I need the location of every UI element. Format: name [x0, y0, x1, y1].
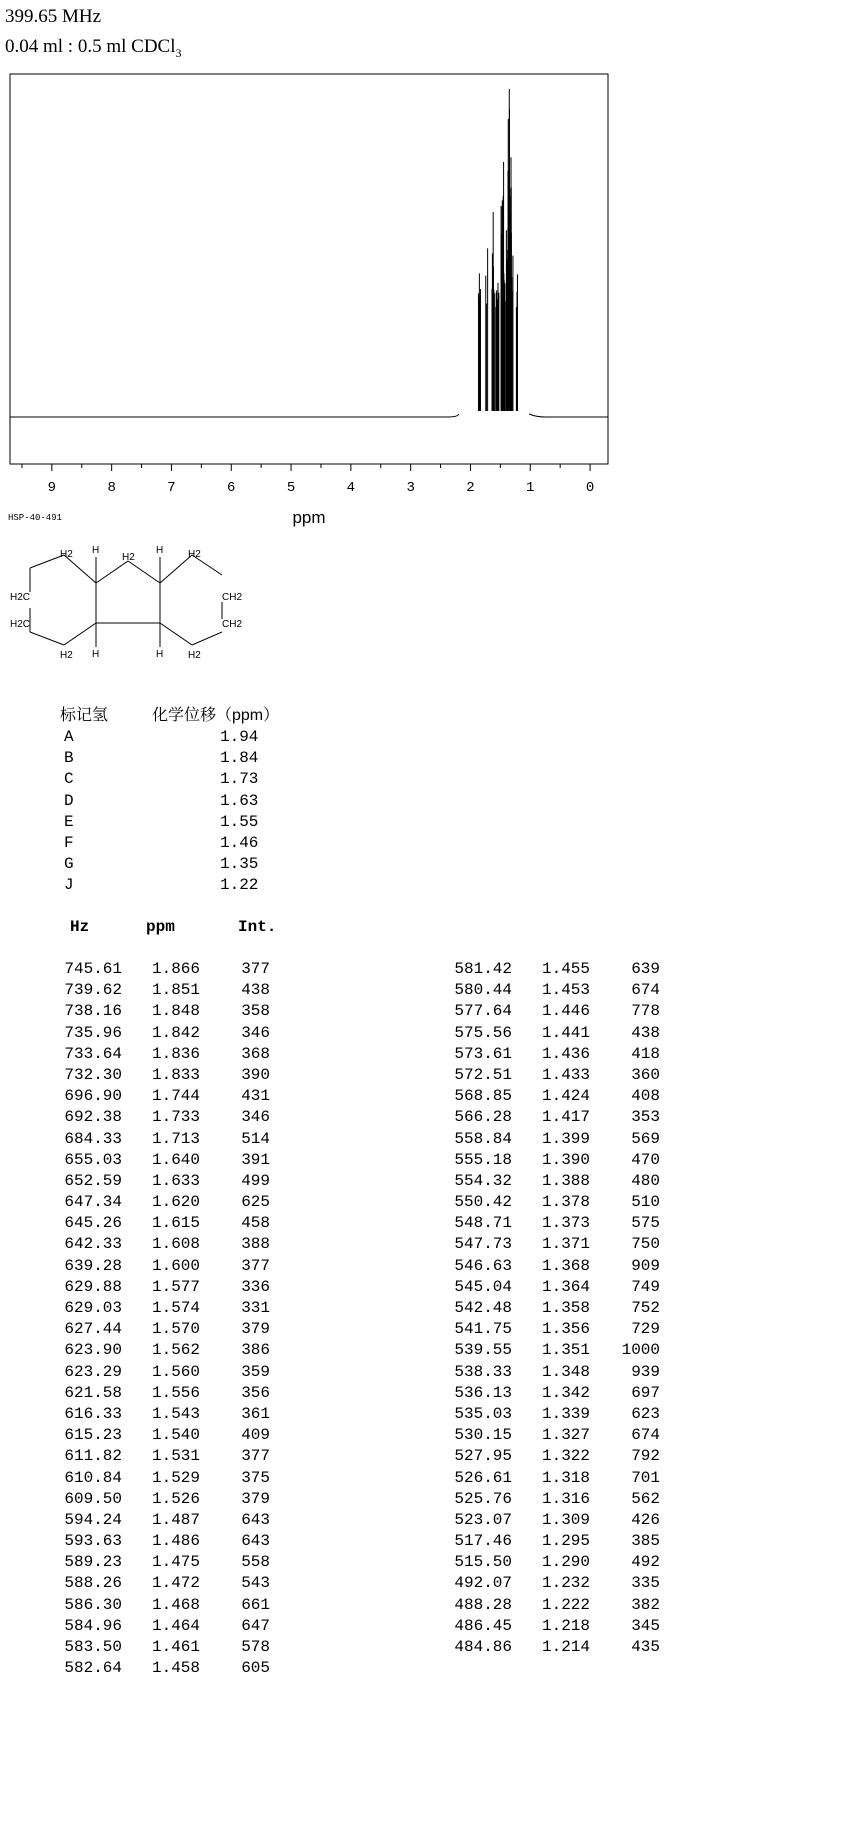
- peak-intensity: 674: [631, 981, 660, 1000]
- bond: [64, 623, 96, 645]
- peak-intensity: 625: [241, 1193, 270, 1212]
- peak-hz: 586.30: [64, 1595, 122, 1614]
- peak-intensity: 558: [241, 1553, 270, 1572]
- peak-hz: 486.45: [454, 1616, 512, 1635]
- peak-ppm: 1.364: [541, 1277, 590, 1296]
- peak-intensity: 543: [241, 1574, 270, 1593]
- peak-intensity: 353: [631, 1108, 660, 1127]
- peak-hz: 655.03: [64, 1150, 122, 1169]
- peak-intensity: 435: [631, 1638, 660, 1656]
- peak-hz: 582.64: [64, 1659, 122, 1678]
- x-tick-label: 4: [346, 480, 356, 496]
- peak-intensity: 377: [241, 960, 270, 978]
- peak-hz: 526.61: [454, 1468, 512, 1487]
- peak-intensity: 438: [241, 981, 270, 1000]
- peak-intensity: 661: [241, 1595, 270, 1614]
- peak-hz: 546.63: [454, 1256, 512, 1275]
- peak-intensity: 1000: [621, 1341, 660, 1360]
- peak-intensity: 458: [241, 1214, 270, 1233]
- spectrometer-frequency: 399.65 MHz: [5, 6, 102, 27]
- peak-intensity: 408: [631, 1087, 660, 1106]
- peak-ppm: 1.526: [151, 1489, 200, 1508]
- peak-intensity: 939: [631, 1362, 660, 1381]
- peak-ppm: 1.453: [541, 981, 590, 1000]
- peak-intensity: 470: [631, 1150, 660, 1169]
- assignment-shift: 1.63: [220, 791, 259, 810]
- peak-ppm: 1.570: [151, 1320, 200, 1339]
- peak-ppm: 1.388: [541, 1171, 590, 1190]
- atom-label: H2C: [10, 619, 31, 630]
- peak-ppm: 1.543: [151, 1404, 200, 1423]
- peak-ppm: 1.446: [541, 1002, 590, 1021]
- x-tick-label: 7: [167, 480, 176, 496]
- bond: [30, 555, 64, 568]
- peak-intensity: 492: [631, 1553, 660, 1572]
- peak-ppm: 1.842: [151, 1023, 200, 1042]
- peak-hz: 580.44: [454, 981, 512, 1000]
- assignment-shift: 1.55: [220, 812, 259, 831]
- peak-hz: 647.34: [64, 1193, 122, 1212]
- peak-ppm: 1.600: [151, 1256, 200, 1275]
- peak-intensity: 575: [631, 1214, 660, 1233]
- peak-ppm: 1.620: [151, 1193, 200, 1212]
- peak-ppm: 1.851: [151, 981, 200, 1000]
- assignment-shift: 1.84: [220, 749, 259, 768]
- peak-ppm: 1.373: [541, 1214, 590, 1233]
- peak-ppm: 1.441: [541, 1023, 590, 1042]
- peak-hz: 566.28: [454, 1108, 512, 1127]
- peak-intensity: 643: [241, 1510, 270, 1529]
- peak-hz: 623.29: [64, 1362, 122, 1381]
- peak-hz: 610.84: [64, 1468, 122, 1487]
- peak-intensity: 562: [631, 1489, 660, 1508]
- peak-ppm: 1.464: [151, 1616, 200, 1635]
- peak-intensity: 514: [241, 1129, 270, 1148]
- peak-intensity: 388: [241, 1235, 270, 1254]
- peak-ppm: 1.608: [151, 1235, 200, 1254]
- assignment-shift: 1.73: [220, 770, 259, 789]
- plot-frame: [10, 74, 608, 464]
- peak-ppm: 1.327: [541, 1426, 590, 1445]
- peak-hz: 547.73: [454, 1235, 512, 1254]
- bond: [96, 561, 128, 583]
- peak-ppm: 1.295: [541, 1532, 590, 1551]
- peak-intensity: 431: [241, 1087, 270, 1106]
- peak-hz: 535.03: [454, 1404, 512, 1423]
- peak-intensity: 385: [631, 1532, 660, 1551]
- spectrum-baseline-group: [10, 414, 608, 417]
- assignment-shift: 1.46: [220, 833, 259, 852]
- peak-hz: 745.61: [64, 960, 122, 978]
- peak-hz: 548.71: [454, 1214, 512, 1233]
- peak-hz: 623.90: [64, 1341, 122, 1360]
- peak-hz: 593.63: [64, 1532, 122, 1551]
- peak-hz: 732.30: [64, 1065, 122, 1084]
- assignment-header-label: 标记氢: [60, 707, 109, 724]
- peak-hz: 484.86: [454, 1638, 512, 1656]
- peak-ppm: 1.290: [541, 1553, 590, 1572]
- peak-ppm: 1.433: [541, 1065, 590, 1084]
- sample-conditions-text: 0.04 ml : 0.5 ml CDCl: [5, 36, 176, 57]
- x-tick-label: 6: [227, 480, 236, 496]
- peak-intensity: 377: [241, 1256, 270, 1275]
- peak-intensity: 345: [631, 1616, 660, 1635]
- atom-label: H2: [188, 549, 201, 560]
- peak-ppm: 1.458: [151, 1659, 200, 1678]
- peak-ppm: 1.560: [151, 1362, 200, 1381]
- peak-intensity: 356: [241, 1383, 270, 1402]
- peak-hz: 542.48: [454, 1299, 512, 1317]
- peak-intensity: 792: [631, 1447, 660, 1466]
- peak-hz: 558.84: [454, 1129, 512, 1148]
- peak-intensity: 375: [241, 1468, 270, 1487]
- peak-intensity: 379: [241, 1489, 270, 1508]
- peak-ppm: 1.214: [541, 1638, 590, 1656]
- peak-ppm: 1.455: [541, 960, 590, 978]
- peak-ppm: 1.531: [151, 1447, 200, 1466]
- x-tick-label: 5: [286, 480, 296, 496]
- peak-hz: 527.95: [454, 1447, 512, 1466]
- peak-ppm: 1.540: [151, 1426, 200, 1445]
- peak-hz: 642.33: [64, 1235, 122, 1254]
- peak-ppm: 1.424: [541, 1087, 590, 1106]
- peak-ppm: 1.316: [541, 1489, 590, 1508]
- assignment-label: C: [64, 770, 74, 789]
- peak-hz: 530.15: [454, 1426, 512, 1445]
- peak-ppm: 1.351: [541, 1341, 590, 1360]
- peak-intensity: 331: [241, 1299, 270, 1317]
- bond: [128, 561, 160, 583]
- peak-ppm: 1.218: [541, 1616, 590, 1635]
- bond: [192, 632, 222, 645]
- peak-intensity: 480: [631, 1171, 660, 1190]
- peak-ppm: 1.318: [541, 1468, 590, 1487]
- peak-ppm: 1.309: [541, 1510, 590, 1529]
- atom-label: H2: [122, 552, 135, 563]
- peak-intensity: 346: [241, 1108, 270, 1127]
- peak-hz: 696.90: [64, 1087, 122, 1106]
- peak-hz: 609.50: [64, 1489, 122, 1508]
- peak-hz: 583.50: [64, 1638, 122, 1656]
- peak-intensity: 359: [241, 1362, 270, 1381]
- peak-ppm: 1.836: [151, 1044, 200, 1063]
- peak-hz: 684.33: [64, 1129, 122, 1148]
- peak-hz: 733.64: [64, 1044, 122, 1063]
- peak-ppm: 1.487: [151, 1510, 200, 1529]
- header-int: Int.: [238, 918, 277, 936]
- peak-hz: 536.13: [454, 1383, 512, 1402]
- peak-intensity: 426: [631, 1510, 660, 1529]
- peak-intensity: 909: [631, 1256, 660, 1275]
- peak-hz: 645.26: [64, 1214, 122, 1233]
- peak-intensity: 382: [631, 1595, 660, 1614]
- spectrum-code: HSP-40-491: [8, 513, 63, 523]
- assignment-header-shift: 化学位移（ppm）: [152, 707, 280, 724]
- peak-hz: 572.51: [454, 1065, 512, 1084]
- peak-hz: 629.03: [64, 1299, 122, 1317]
- peak-ppm: 1.713: [151, 1129, 200, 1148]
- peak-intensity: 750: [631, 1235, 660, 1254]
- peak-ppm: 1.574: [151, 1299, 200, 1317]
- peak-hz: 541.75: [454, 1320, 512, 1339]
- peak-intensity: 409: [241, 1426, 270, 1445]
- sample-subscript: 3: [175, 45, 182, 60]
- atom-label: H2: [188, 650, 201, 661]
- peak-intensity: 368: [241, 1044, 270, 1063]
- peak-hz: 539.55: [454, 1341, 512, 1360]
- x-tick-label: 0: [585, 480, 595, 496]
- molecular-structure: [0, 535, 270, 665]
- atom-label: H: [92, 545, 100, 556]
- assignment-label: D: [64, 791, 74, 810]
- peak-ppm: 1.371: [541, 1235, 590, 1254]
- atom-label: H: [156, 649, 164, 660]
- peak-intensity: 418: [631, 1044, 660, 1063]
- spectrum-baseline: [10, 414, 608, 417]
- atom-label: H: [156, 545, 164, 556]
- peak-hz: 594.24: [64, 1510, 122, 1529]
- peak-hz: 517.46: [454, 1532, 512, 1551]
- peak-ppm: 1.577: [151, 1277, 200, 1296]
- x-tick-label: 1: [526, 480, 535, 496]
- peak-intensity: 674: [631, 1426, 660, 1445]
- peak-hz: 523.07: [454, 1510, 512, 1529]
- structure-bonds: [30, 555, 222, 647]
- x-tick-label: 8: [107, 480, 116, 496]
- peak-hz: 652.59: [64, 1171, 122, 1190]
- spectrum-peaks: [478, 89, 517, 411]
- peak-intensity: 778: [631, 1002, 660, 1021]
- peak-ppm: 1.378: [541, 1193, 590, 1212]
- peak-ppm: 1.640: [151, 1150, 200, 1169]
- peak-ppm: 1.339: [541, 1404, 590, 1423]
- peak-hz: 615.23: [64, 1426, 122, 1445]
- peak-ppm: 1.436: [541, 1044, 590, 1063]
- peak-ppm: 1.744: [151, 1087, 200, 1106]
- bond: [160, 623, 192, 645]
- peak-intensity: 697: [631, 1383, 660, 1402]
- peak-ppm: 1.461: [151, 1638, 200, 1656]
- peak-ppm: 1.475: [151, 1553, 200, 1572]
- peak-intensity: 336: [241, 1277, 270, 1296]
- peak-intensity: 701: [631, 1468, 660, 1487]
- peak-intensity: 499: [241, 1171, 270, 1190]
- peak-ppm: 1.356: [541, 1320, 590, 1339]
- peak-hz: 588.26: [64, 1574, 122, 1593]
- peak-ppm: 1.472: [151, 1574, 200, 1593]
- peak-intensity: 379: [241, 1320, 270, 1339]
- peak-ppm: 1.417: [541, 1108, 590, 1127]
- peak-ppm: 1.390: [541, 1150, 590, 1169]
- peak-hz: 525.76: [454, 1489, 512, 1508]
- peak-hz: 573.61: [454, 1044, 512, 1063]
- peak-hz: 639.28: [64, 1256, 122, 1275]
- peak-intensity: 390: [241, 1065, 270, 1084]
- sample-conditions: [5, 36, 182, 61]
- peak-hz: 735.96: [64, 1023, 122, 1042]
- peak-ppm: 1.468: [151, 1595, 200, 1614]
- peak-ppm: 1.399: [541, 1129, 590, 1148]
- peak-hz: 492.07: [454, 1574, 512, 1593]
- peak-ppm: 1.368: [541, 1256, 590, 1275]
- assignment-shift: 1.94: [220, 728, 259, 746]
- peak-ppm: 1.486: [151, 1532, 200, 1551]
- peak-ppm: 1.358: [541, 1299, 590, 1317]
- assignment-label: F: [64, 833, 74, 852]
- peak-intensity: 358: [241, 1002, 270, 1021]
- peak-intensity: 569: [631, 1129, 660, 1148]
- peak-intensity: 605: [241, 1659, 270, 1678]
- peak-intensity: 752: [631, 1299, 660, 1317]
- peak-hz: 538.33: [454, 1362, 512, 1381]
- assignment-shift: 1.22: [220, 876, 259, 895]
- atom-label: CH2: [222, 592, 243, 603]
- assignment-label: E: [64, 812, 74, 831]
- peak-intensity: 377: [241, 1447, 270, 1466]
- x-axis-tick-labels: [48, 480, 595, 496]
- peak-intensity: 749: [631, 1277, 660, 1296]
- peak-ppm: 1.529: [151, 1468, 200, 1487]
- peak-ppm: 1.866: [151, 960, 200, 978]
- peak-ppm: 1.348: [541, 1362, 590, 1381]
- assignment-label: J: [64, 876, 74, 895]
- peak-intensity: 391: [241, 1150, 270, 1169]
- peak-intensity: 438: [631, 1023, 660, 1042]
- peak-hz: 629.88: [64, 1277, 122, 1296]
- assignment-label: G: [64, 855, 74, 874]
- peak-intensity: 639: [631, 960, 660, 978]
- peak-hz: 515.50: [454, 1553, 512, 1572]
- peak-hz: 692.38: [64, 1108, 122, 1127]
- header-ppm: ppm: [146, 918, 175, 936]
- peak-hz: 611.82: [64, 1447, 122, 1466]
- peak-hz: 575.56: [454, 1023, 512, 1042]
- peak-hz: 616.33: [64, 1404, 122, 1423]
- peak-intensity: 729: [631, 1320, 660, 1339]
- peak-ppm: 1.322: [541, 1447, 590, 1466]
- peak-hz: 555.18: [454, 1150, 512, 1169]
- atom-label: H2: [60, 549, 73, 560]
- peak-hz: 627.44: [64, 1320, 122, 1339]
- atom-label: H2C: [10, 592, 31, 603]
- peak-hz: 554.32: [454, 1171, 512, 1190]
- peak-ppm: 1.222: [541, 1595, 590, 1614]
- peak-hz: 584.96: [64, 1616, 122, 1635]
- peak-intensity: 647: [241, 1616, 270, 1635]
- peak-ppm: 1.342: [541, 1383, 590, 1402]
- peak-hz: 589.23: [64, 1553, 122, 1572]
- x-tick-label: 2: [466, 480, 475, 496]
- atom-label: CH2: [222, 619, 243, 630]
- peak-hz: 550.42: [454, 1193, 512, 1212]
- bond: [30, 632, 64, 645]
- assignment-shift: 1.35: [220, 855, 259, 874]
- peak-intensity: 578: [241, 1638, 270, 1656]
- peak-intensity: 643: [241, 1532, 270, 1551]
- peak-ppm: 1.733: [151, 1108, 200, 1127]
- atom-label: H2: [60, 650, 73, 661]
- x-tick-label: 9: [47, 480, 57, 496]
- header-hz: Hz: [70, 918, 90, 936]
- peak-hz: 577.64: [454, 1002, 512, 1021]
- peak-hz: 621.58: [64, 1383, 122, 1402]
- peak-ppm: 1.232: [541, 1574, 590, 1593]
- peak-hz: 488.28: [454, 1595, 512, 1614]
- assignment-label: B: [64, 749, 74, 768]
- x-tick-label: 3: [406, 480, 415, 496]
- peak-hz: 738.16: [64, 1002, 122, 1021]
- atom-label: H: [92, 649, 100, 660]
- peak-intensity: 386: [241, 1341, 270, 1360]
- peak-intensity: 510: [631, 1193, 660, 1212]
- nmr-spectrum-chart: [0, 60, 620, 530]
- peak-ppm: 1.562: [151, 1341, 200, 1360]
- peak-ppm: 1.848: [151, 1002, 200, 1021]
- peak-ppm: 1.615: [151, 1214, 200, 1233]
- peak-ppm: 1.833: [151, 1065, 200, 1084]
- peak-intensity: 335: [631, 1574, 660, 1593]
- x-axis-ticks: [22, 464, 590, 471]
- peak-ppm: 1.633: [151, 1171, 200, 1190]
- peak-intensity: 361: [241, 1404, 270, 1423]
- assignment-label: A: [64, 728, 74, 746]
- peak-hz: 568.85: [454, 1087, 512, 1106]
- peak-intensity: 360: [631, 1065, 660, 1084]
- x-axis-label: ppm: [292, 508, 326, 527]
- peak-hz: 581.42: [454, 960, 512, 978]
- peak-hz: 545.04: [454, 1277, 512, 1296]
- peak-ppm: 1.556: [151, 1383, 200, 1402]
- peak-hz: 739.62: [64, 981, 122, 1000]
- peak-intensity: 346: [241, 1023, 270, 1042]
- peak-intensity: 623: [631, 1404, 660, 1423]
